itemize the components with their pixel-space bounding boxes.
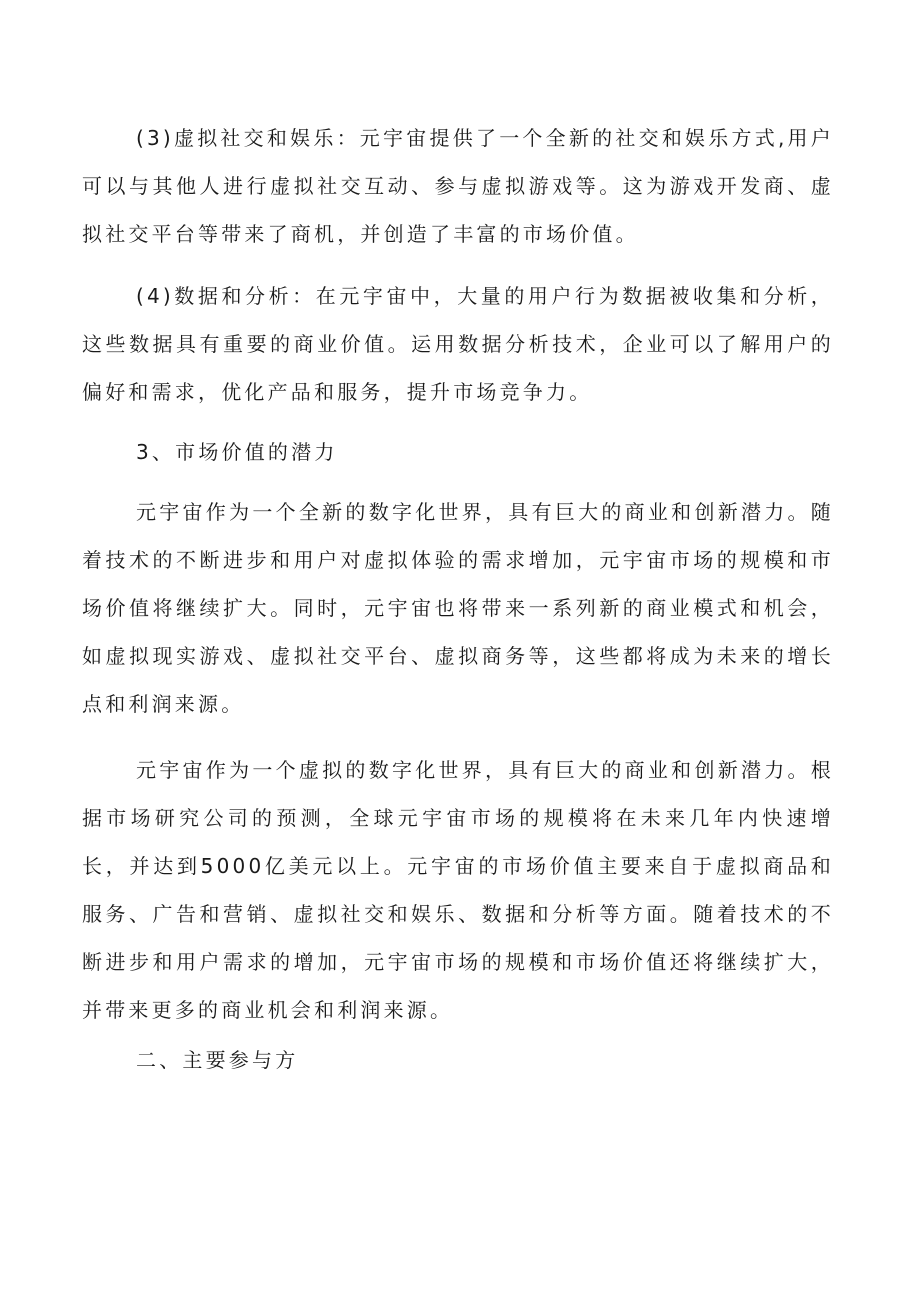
document-body: [82, 114, 834, 1084]
paragraph-data-analysis: (4)数据和分析：在元宇宙中，大量的用户行为数据被收集和分析，这些数据具有重要的商业价值。运用数据分析技术，企业可以了解用户的偏好和需求，优化产品和服务，提升市场竞争力。: [82, 284, 834, 404]
paragraph-virtual-social-entertainment: (3)虚拟社交和娱乐：元宇宙提供了一个全新的社交和娱乐方式,用户可以与其他人进行虚拟社交互动、参与虚拟游戏等。这为游戏开发商、虚拟社交平台等带来了商机，并创造了丰富的市场价值。: [82, 126, 834, 246]
paragraph-digital-world-potential: 元宇宙作为一个全新的数字化世界，具有巨大的商业和创新潜力。随着技术的不断进步和用户对虚拟体验的需求增加，元宇宙市场的规模和市场价值将继续扩大。同时，元宇宙也将带来一系列新的商业模式和机会，如虚拟现实游戏、虚拟社交平台、虚拟商务等，这些都将成为未来的增长点和利润来源。: [82, 500, 834, 716]
paragraph-market-forecast: 元宇宙作为一个虚拟的数字化世界，具有巨大的商业和创新潜力。根据市场研究公司的预测，全球元宇宙市场的规模将在未来几年内快速增长，并达到5000亿美元以上。元宇宙的市场价值主要来自于虚拟商品和服务、广告和营销、虚拟社交和娱乐、数据和分析等方面。随着技术的不断进步和用户需求的增加，元宇宙市场的规模和市场价值还将继续扩大，并带来更多的商业机会和利润来源。: [82, 758, 834, 1022]
section-heading-main-participants: 二、主要参与方: [136, 1048, 299, 1072]
section-heading-market-potential: 3、市场价值的潜力: [136, 440, 338, 464]
